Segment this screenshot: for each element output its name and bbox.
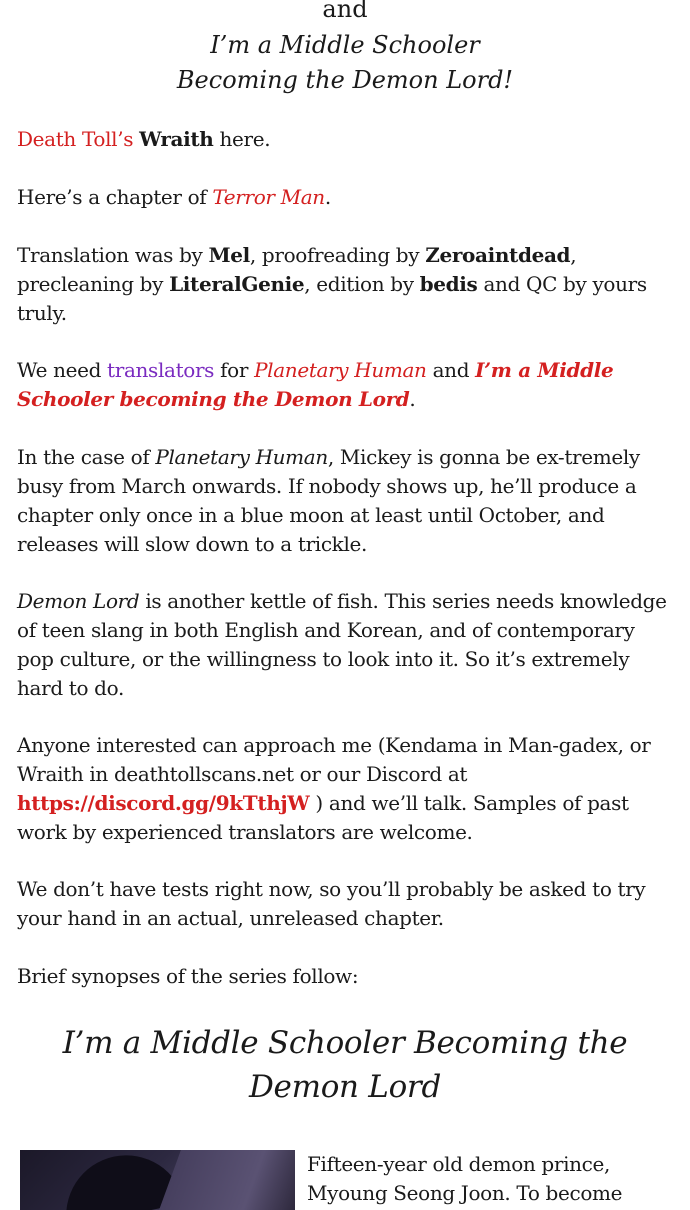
planetary-series-name: Planetary Human (155, 445, 328, 469)
credit-proofreader: Zeroaintdead (425, 243, 571, 267)
need-paragraph (17, 356, 677, 414)
header-line-and: and (322, 0, 368, 23)
synopsis-text: Fifteen-year old demon prince, Myoung Seong Joon. To become (307, 1152, 623, 1205)
credits-text-2: , proofreading by (249, 243, 426, 267)
credit-editor: bedis (419, 272, 478, 296)
planetary-text-1: In the case of (17, 445, 156, 469)
contact-paragraph (17, 731, 677, 847)
need-text-2: for (214, 358, 255, 382)
chapter-suffix: . (324, 185, 331, 209)
tests-paragraph: We don’t have tests right now, so you’ll probably be asked to try your hand in an actual, unreleased chapter. (17, 877, 646, 930)
contact-text-1: Anyone interested can approach me (Kendama in Man-gadex, or Wraith in deathtollscans.net or our Discord at (17, 733, 651, 786)
chapter-prefix: Here’s a chapter of (17, 185, 213, 209)
chapter-paragraph (17, 183, 677, 212)
credits-text-1: Translation was by (17, 243, 209, 267)
intro-rest: here. (213, 127, 271, 151)
member-name: Wraith (139, 127, 214, 151)
header-series-line-2: Becoming the Demon Lord! (176, 66, 514, 94)
demon-lord-text: is another kettle of fish. This series needs knowledge of teen slang in both English and Korean, and of contemporary pop culture, or the willingness to look into it. So it’s extremely hard to do. (17, 589, 667, 700)
header-series-line-1: I’m a Middle Schooler (210, 31, 480, 59)
need-text-4: . (409, 387, 416, 411)
credits-text-3: , precleaning by (17, 243, 577, 296)
intro-paragraph (17, 125, 677, 154)
group-name: Death Toll’s (17, 127, 134, 151)
series-planetary-human: Planetary Human (254, 358, 427, 382)
section-title: I’m a Middle Schooler Becoming the Demon Lord (62, 1025, 628, 1105)
demon-lord-series-name: Demon Lord (17, 589, 140, 613)
series-demon-lord: I’m a Middle Schooler becoming the Demon Lord (17, 358, 614, 411)
translators-link[interactable]: translators (107, 358, 215, 382)
series-terror-man: Terror Man (212, 185, 325, 209)
credit-precleaner: LiteralGenie (169, 272, 305, 296)
need-text-1: We need (17, 358, 108, 382)
synopses-intro: Brief synopses of the series follow: (17, 964, 359, 988)
planetary-paragraph (17, 443, 677, 559)
discord-link[interactable]: https://discord.gg/9kTthjW (17, 791, 310, 815)
credit-translator: Mel (208, 243, 250, 267)
contact-text-2: ) and we’ll talk. Samples of past work by experienced translators are welcome. (17, 791, 629, 844)
series-cover-image (20, 1150, 295, 1210)
need-text-3: and (426, 358, 476, 382)
planetary-text-2: , Mickey is gonna be ex-tremely busy from March onwards. If nobody shows up, he’ll produce a chapter only once in a blue moon at least until October, and releases will slow down to a trickle. (17, 445, 640, 556)
credits-text-4: , edition by (304, 272, 420, 296)
demon-lord-paragraph (17, 587, 677, 703)
credits-paragraph (17, 241, 677, 328)
credits-text-5: and QC by yours truly. (17, 272, 647, 325)
